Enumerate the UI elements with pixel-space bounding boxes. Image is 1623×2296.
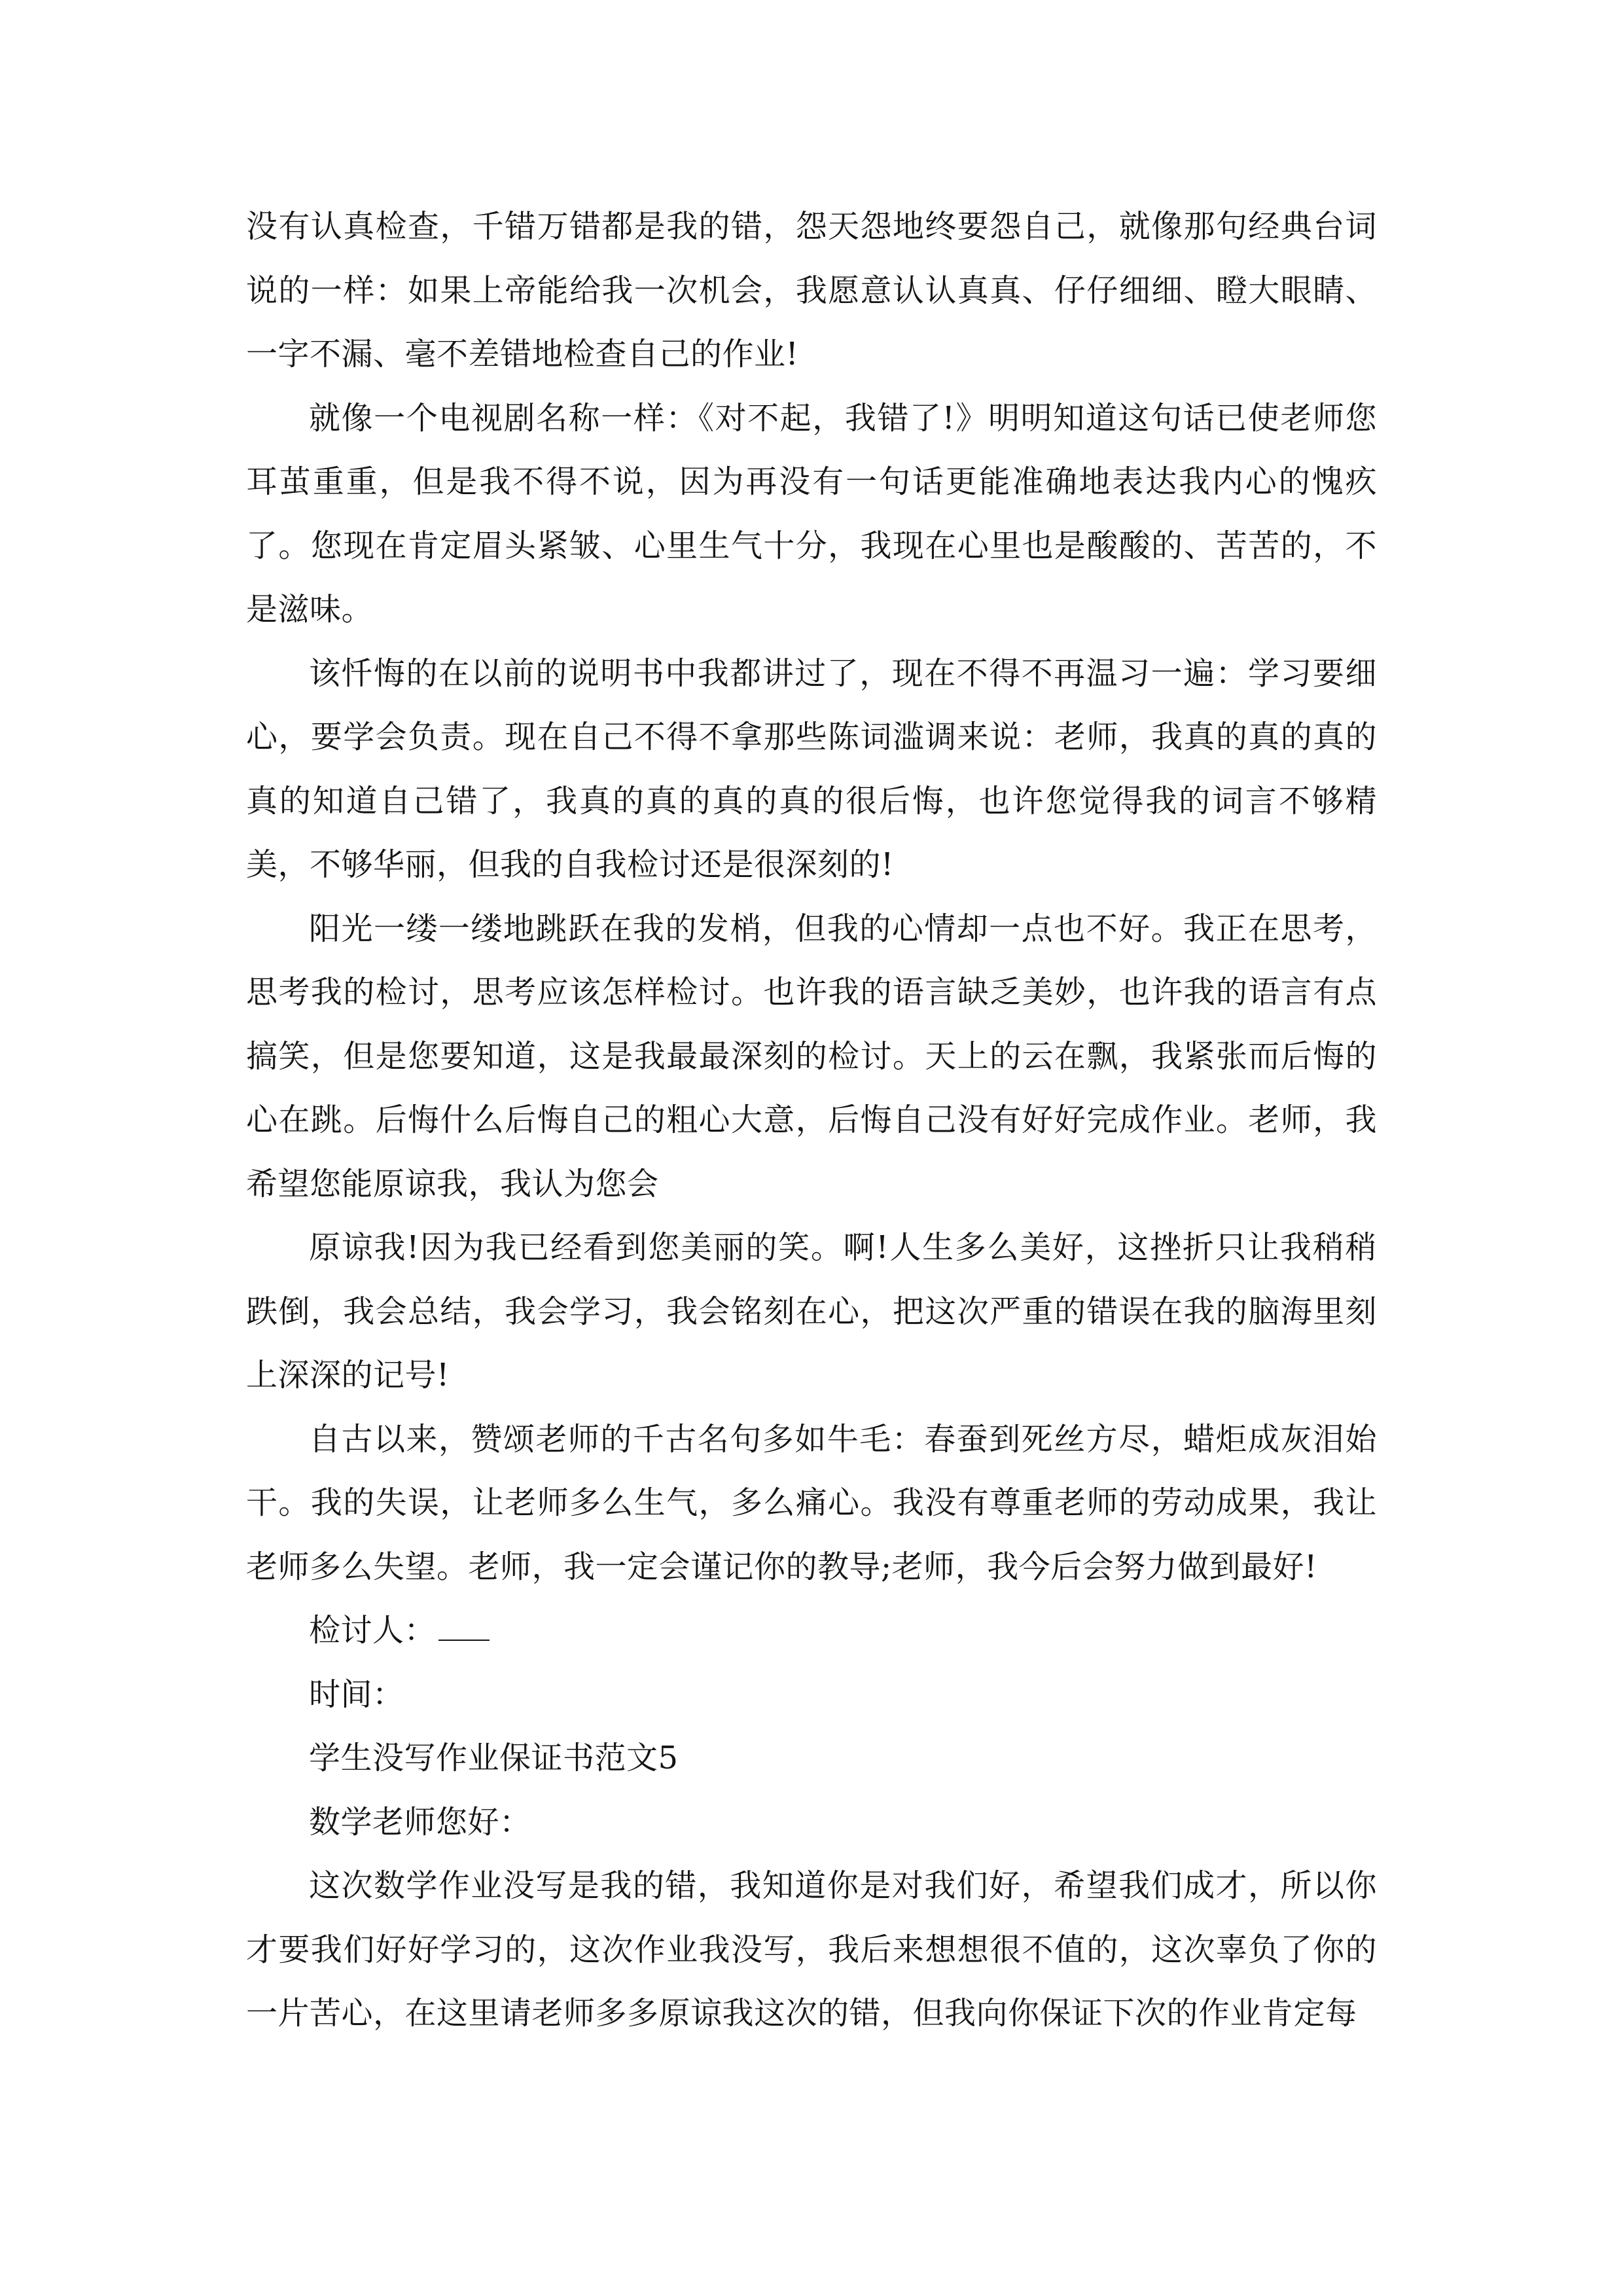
section-title: 学生没写作业保证书范文5 <box>309 1740 679 1776</box>
time-line <box>246 1663 1377 1727</box>
paragraph-6: 自古以来，赞颂老师的千古名句多如牛毛：春蚕到死丝方尽，蜡炬成灰泪始干。我的失误，让老师多么生气，多么痛心。我没有尊重老师的劳动成果，我让老师多么失望。老师，我一定会谨记你的教导;老师，我今后会努力做到最好! <box>246 1420 1377 1585</box>
signature-label: 检讨人： <box>309 1612 437 1649</box>
body-paragraph: 这次数学作业没写是我的错，我知道你是对我们好，希望我们成才，所以你才要我们好好学习的，这次作业我没写，我后来想想很不值的，这次辜负了你的一片苦心，在这里请老师多多原谅我这次的错，但我向你保证下次的作业肯定每 <box>246 1867 1377 2032</box>
greeting: 数学老师您好： <box>309 1803 531 1840</box>
paragraph-3: 该忏悔的在以前的说明书中我都讲过了，现在不得不再温习一遍：学习要细心，要学会负责。现在自己不得不拿那些陈词滥调来说：老师，我真的真的真的真的知道自己错了，我真的真的真的真的很后悔，也许您觉得我的词言不够精美，不够华丽，但我的自我检讨还是很深刻的! <box>246 655 1377 883</box>
paragraph-1: 没有认真检查，千错万错都是我的错，怨天怨地终要怨自己，就像那句经典台词说的一样：如果上帝能给我一次机会，我愿意认认真真、仔仔细细、瞪大眼睛、一字不漏、毫不差错地检查自己的作业! <box>246 208 1377 372</box>
paragraph-4: 阳光一缕一缕地跳跃在我的发梢，但我的心情却一点也不好。我正在思考，思考我的检讨，思考应该怎样检讨。也许我的语言缺乏美妙，也许我的语言有点搞笑，但是您要知道，这是我最最深刻的检讨。天上的云在飘，我紧张而后悔的心在跳。后悔什么后悔自己的粗心大意，后悔自己没有好好完成作业。老师，我希望您能原谅我，我认为您会 <box>246 910 1377 1202</box>
document-body <box>246 195 1377 2046</box>
time-label: 时间： <box>309 1676 404 1713</box>
signature-blank <box>438 1613 490 1641</box>
signature-line <box>246 1599 1377 1663</box>
paragraph-2: 就像一个电视剧名称一样：《对不起，我错了!》明明知道这句话已使老师您耳茧重重，但是我不得不说，因为再没有一句话更能准确地表达我内心的愧疚了。您现在肯定眉头紧皱、心里生气十分，我现在心里也是酸酸的、苦苦的，不是滋味。 <box>246 399 1377 628</box>
paragraph-5: 原谅我!因为我已经看到您美丽的笑。啊!人生多么美好，这挫折只让我稍稍跌倒，我会总结，我会学习，我会铭刻在心，把这次严重的错误在我的脑海里刻上深深的记号! <box>246 1229 1377 1393</box>
